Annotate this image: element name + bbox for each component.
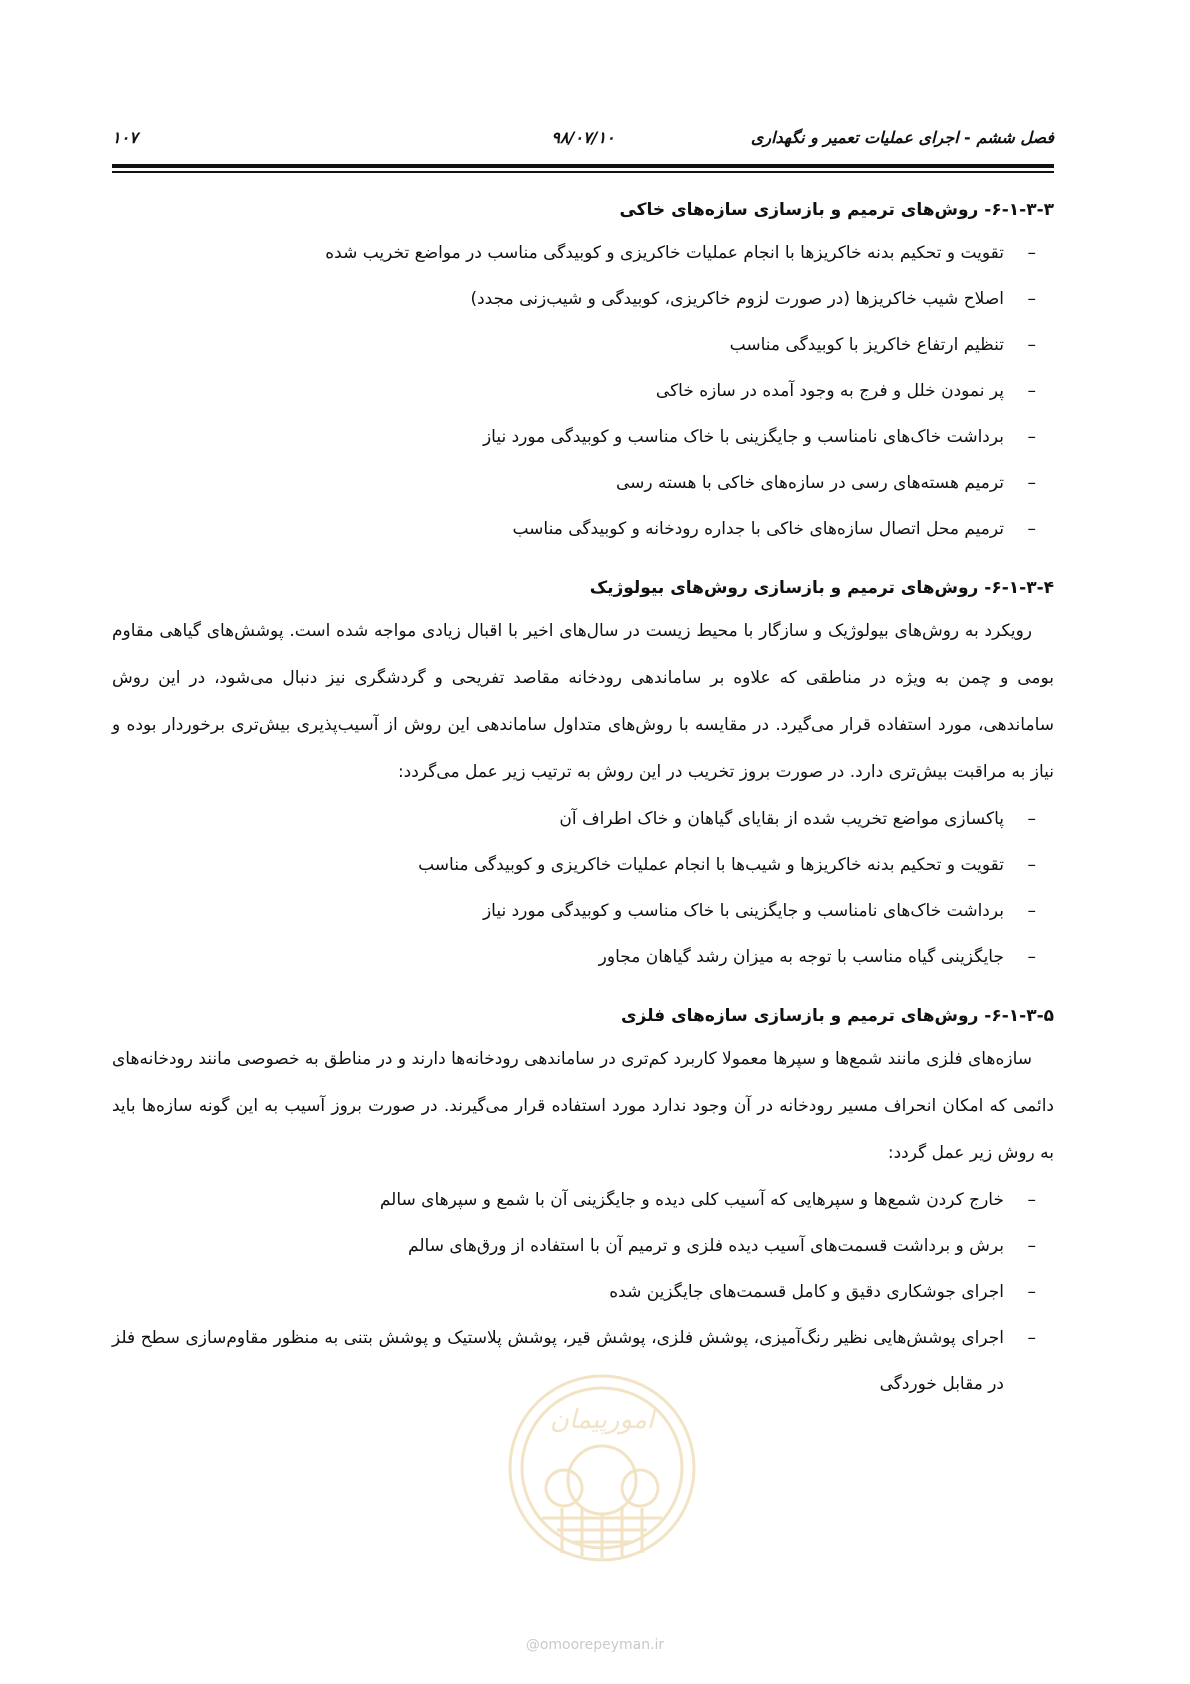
list-item [112,460,1054,506]
bullet-list [112,230,1054,552]
section-biological-methods [112,568,1054,980]
dash-mark: – [1027,473,1036,493]
list-item-text: تقویت و تحکیم بدنه خاکریزها و شیب‌ها با انجام عملیات خاکریزی و کوبیدگی مناسب [418,855,1004,875]
dash-mark: – [1027,1190,1036,1210]
list-item-text: تقویت و تحکیم بدنه خاکریزها با انجام عملیات خاکریزی و کوبیدگی مناسب در مواضع تخریب شده [325,243,1004,263]
list-item-text: برداشت خاک‌های نامناسب و جایگزینی با خاک مناسب و کوبیدگی مورد نیاز [482,901,1004,921]
list-item-text: ترمیم محل اتصال سازه‌های خاکی با جداره رودخانه و کوبیدگی مناسب [512,519,1004,539]
header-rule-thin [112,171,1054,173]
list-item-text: برش و برداشت قسمت‌های آسیب دیده فلزی و ترمیم آن با استفاده از ورق‌های سالم [408,1236,1004,1256]
bullet-list [112,796,1054,980]
section-heading: ۶-۱-۳-۵- روش‌های ترمیم و بازسازی سازه‌های فلزی [620,1006,1054,1026]
list-item [112,1177,1054,1223]
dash-mark: – [1027,1282,1036,1302]
watermark-site: @omoorepeyman.ir [525,1637,665,1653]
list-item [112,1269,1054,1315]
section-paragraph: سازه‌های فلزی مانند شمع‌ها و سپرها معمولا کاربرد کم‌تری در ساماندهی رودخانه‌ها دارند و در مناطق به خصوصی مانند رودخانه‌های دائمی که امکان انحراف مسیر رودخانه در آن وجود ندارد مورد استفاده قرار می‌گیرند. در صورت بروز آسیب به این گونه سازه‌ها باید به روش زیر عمل گردد: [112,1049,1054,1163]
list-item-text: ترمیم هسته‌های رسی در سازه‌های خاکی با هسته رسی [616,473,1004,493]
list-item [112,934,1054,980]
dash-mark: – [1027,381,1036,401]
list-item [112,276,1054,322]
list-item-text: برداشت خاک‌های نامناسب و جایگزینی با خاک مناسب و کوبیدگی مورد نیاز [482,427,1004,447]
list-item-text: پر نمودن خلل و فرج به وجود آمده در سازه خاکی [655,381,1004,401]
list-item [112,230,1054,276]
dash-mark: – [1027,243,1036,263]
section-earth-structures [112,190,1054,552]
page-header [112,128,1054,154]
list-item [112,506,1054,552]
chapter-title: فصل ششم - اجرای عملیات تعمیر و نگهداری [750,128,1054,147]
list-item-text: اصلاح شیب خاکریزها (در صورت لزوم خاکریزی، کوبیدگی و شیب‌زنی مجدد) [470,289,1004,309]
header-rule-thick [112,164,1054,168]
dash-mark: – [1027,519,1036,539]
list-item [112,1223,1054,1269]
dash-mark: – [1027,427,1036,447]
dash-mark: – [1027,335,1036,355]
dash-mark: – [1027,809,1036,829]
section-paragraph: رویکرد به روش‌های بیولوژیک و سازگار با محیط زیست در سال‌های اخیر با اقبال زیادی مواجه شده است. پوشش‌های گیاهی مقاوم بومی و چمن به ویژه در مناطقی که علاوه بر ساماندهی رودخانه مقاصد تفریحی و گردشگری نیز دنبال می‌شود، در این روش ساماندهی، مورد استفاده قرار می‌گیرد. در مقایسه با روش‌های متداول ساماندهی این روش از آسیب‌پذیری بیش‌تری برخوردار بوده و نیاز به مراقبت بیش‌تری دارد. در صورت بروز تخریب در این روش به ترتیب زیر عمل می‌گردد: [112,621,1054,782]
list-item [112,322,1054,368]
dash-mark: – [1027,901,1036,921]
dash-mark: – [1027,1328,1036,1348]
watermark-logo [502,1368,702,1568]
list-item [112,414,1054,460]
list-item-text: خارج کردن شمع‌ها و سپرهایی که آسیب کلی دیده و جایگزینی آن با شمع و سپرهای سالم [379,1190,1004,1210]
page-number: ۱۰۷ [112,128,138,147]
document-body [112,190,1054,1423]
list-item-text: جایگزینی گیاه مناسب با توجه به میزان رشد گیاهان مجاور [598,947,1004,967]
dash-mark: – [1027,289,1036,309]
list-item-text: تنظیم ارتفاع خاکریز با کوبیدگی مناسب [729,335,1004,355]
header-date: ۹۸/۰۷/۱۰ [551,128,615,147]
list-item [112,796,1054,842]
section-heading: ۶-۱-۳-۳- روش‌های ترمیم و بازسازی سازه‌های خاکی [619,200,1054,220]
list-item-text: پاکسازی مواضع تخریب شده از بقایای گیاهان و خاک اطراف آن [559,809,1004,829]
dash-mark: – [1027,947,1036,967]
section-heading: ۶-۱-۳-۴- روش‌های ترمیم و بازسازی روش‌های بیولوژیک [589,578,1054,598]
section-metal-structures [112,996,1054,1407]
list-item [112,888,1054,934]
dash-mark: – [1027,1236,1036,1256]
watermark-logo-text: امورپیمان [549,1405,655,1435]
dash-mark: – [1027,855,1036,875]
list-item-text: اجرای جوشکاری دقیق و کامل قسمت‌های جایگزین شده [609,1282,1004,1302]
list-item-text: اجرای پوشش‌هایی نظیر رنگ‌آمیزی، پوشش فلزی، پوشش قیر، پوشش پلاستیک و پوشش بتنی به منظور مقاوم‌سازی سطح فلز در مقابل خوردگی [112,1328,1004,1394]
list-item [112,842,1054,888]
list-item [112,368,1054,414]
